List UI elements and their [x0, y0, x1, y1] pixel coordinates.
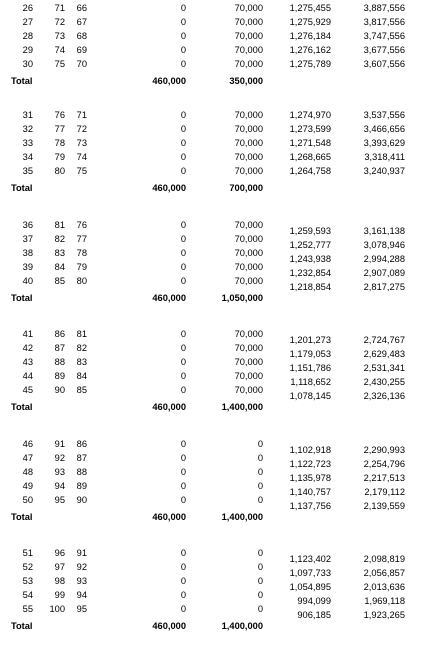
column-c-cell: 1,274,970: [289, 110, 331, 120]
column-a-cell: 0: [180, 59, 186, 69]
age-primary-cell: 78: [54, 138, 65, 148]
column-d-cell: 2,326,136: [363, 391, 405, 401]
age-primary-cell: 95: [54, 495, 65, 505]
age-primary-cell: 92: [54, 453, 65, 463]
age-secondary-cell: 90: [76, 495, 87, 505]
column-b-cell: 0: [257, 576, 263, 586]
column-c-cell: 1,275,455: [289, 3, 331, 13]
total-column-a: 460,000: [152, 512, 186, 522]
column-a-cell: 0: [180, 576, 186, 586]
column-b-cell: 0: [257, 548, 263, 558]
age-primary-cell: 76: [54, 110, 65, 120]
total-label: Total: [11, 293, 33, 303]
year-cell: 51: [22, 548, 33, 558]
age-secondary-cell: 89: [76, 481, 87, 491]
total-column-b: 1,400,000: [221, 621, 263, 631]
column-c-cell: 1,151,786: [289, 363, 331, 373]
year-cell: 29: [22, 45, 33, 55]
total-row: [0, 293, 424, 304]
age-primary-cell: 79: [54, 152, 65, 162]
year-cell: 33: [22, 138, 33, 148]
table-row: [0, 467, 424, 483]
age-secondary-cell: 91: [76, 548, 87, 558]
column-d-cell: 2,098,819: [363, 554, 405, 564]
column-b-cell: 70,000: [234, 152, 263, 162]
table-row: [0, 453, 424, 469]
year-cell: 45: [22, 385, 33, 395]
column-a-cell: 0: [180, 276, 186, 286]
column-a-cell: 0: [180, 371, 186, 381]
table-row: [0, 45, 424, 56]
age-primary-cell: 88: [54, 357, 65, 367]
column-a-cell: 0: [180, 604, 186, 614]
total-column-a: 460,000: [152, 402, 186, 412]
table-row: [0, 439, 424, 455]
column-d-cell: 3,393,629: [363, 138, 405, 148]
total-column-a: 460,000: [152, 621, 186, 631]
year-cell: 32: [22, 124, 33, 134]
column-c-cell: 1,252,777: [289, 240, 331, 250]
age-primary-cell: 75: [54, 59, 65, 69]
age-secondary-cell: 75: [76, 166, 87, 176]
total-label: Total: [11, 402, 33, 412]
column-b-cell: 70,000: [234, 385, 263, 395]
column-b-cell: 70,000: [234, 31, 263, 41]
column-b-cell: 70,000: [234, 371, 263, 381]
age-secondary-cell: 70: [76, 59, 87, 69]
age-secondary-cell: 69: [76, 45, 87, 55]
total-column-b: 1,400,000: [221, 512, 263, 522]
age-secondary-cell: 81: [76, 329, 87, 339]
age-secondary-cell: 93: [76, 576, 87, 586]
age-secondary-cell: 86: [76, 439, 87, 449]
column-a-cell: 0: [180, 234, 186, 244]
column-a-cell: 0: [180, 562, 186, 572]
year-cell: 54: [22, 590, 33, 600]
column-d-cell: 2,013,636: [363, 582, 405, 592]
column-c-cell: 1,054,895: [289, 582, 331, 592]
column-a-cell: 0: [180, 3, 186, 13]
column-d-cell: 2,724,767: [363, 335, 405, 345]
column-c-cell: 1,118,652: [290, 377, 331, 387]
age-secondary-cell: 82: [76, 343, 87, 353]
column-a-cell: 0: [180, 31, 186, 41]
column-d-cell: 3,817,556: [363, 17, 405, 27]
column-a-cell: 0: [180, 481, 186, 491]
column-c-cell: 1,102,918: [289, 445, 331, 455]
column-c-cell: 1,122,723: [289, 459, 331, 469]
table-row: [0, 59, 424, 70]
age-primary-cell: 82: [54, 234, 65, 244]
age-primary-cell: 74: [54, 45, 65, 55]
age-primary-cell: 89: [54, 371, 65, 381]
age-secondary-cell: 85: [76, 385, 87, 395]
column-b-cell: 70,000: [234, 124, 263, 134]
age-primary-cell: 73: [54, 31, 65, 41]
age-primary-cell: 90: [54, 385, 65, 395]
column-a-cell: 0: [180, 262, 186, 272]
age-secondary-cell: 72: [76, 124, 87, 134]
age-secondary-cell: 84: [76, 371, 87, 381]
column-a-cell: 0: [180, 548, 186, 558]
year-cell: 42: [22, 343, 33, 353]
total-column-b: 350,000: [229, 76, 263, 86]
age-primary-cell: 96: [54, 548, 65, 558]
total-label: Total: [11, 183, 33, 193]
year-cell: 52: [22, 562, 33, 572]
column-a-cell: 0: [180, 220, 186, 230]
column-c-cell: 1,275,929: [289, 17, 331, 27]
total-column-b: 1,050,000: [221, 293, 263, 303]
total-row: [0, 621, 424, 632]
column-c-cell: 1,135,978: [289, 473, 331, 483]
age-primary-cell: 97: [54, 562, 65, 572]
column-a-cell: 0: [180, 124, 186, 134]
column-c-cell: 1,268,665: [289, 152, 331, 162]
table-row: [0, 562, 424, 578]
table-row: [0, 166, 424, 177]
column-b-cell: 70,000: [234, 3, 263, 13]
age-secondary-cell: 67: [76, 17, 87, 27]
age-primary-cell: 87: [54, 343, 65, 353]
table-row: [0, 152, 424, 163]
age-secondary-cell: 80: [76, 276, 87, 286]
total-column-b: 1,400,000: [221, 402, 263, 412]
total-label: Total: [11, 621, 33, 631]
age-secondary-cell: 79: [76, 262, 87, 272]
column-d-cell: 3,466,656: [363, 124, 405, 134]
column-b-cell: 70,000: [234, 343, 263, 353]
year-cell: 43: [22, 357, 33, 367]
total-column-a: 460,000: [152, 76, 186, 86]
column-b-cell: 0: [257, 481, 263, 491]
column-b-cell: 70,000: [234, 45, 263, 55]
age-primary-cell: 86: [54, 329, 65, 339]
column-c-cell: 1,276,184: [289, 31, 331, 41]
table-row: [0, 604, 424, 620]
column-a-cell: 0: [180, 45, 186, 55]
age-primary-cell: 83: [54, 248, 65, 258]
table-row: [0, 110, 424, 121]
age-primary-cell: 94: [54, 481, 65, 491]
age-secondary-cell: 92: [76, 562, 87, 572]
total-label: Total: [11, 76, 33, 86]
column-d-cell: 2,629,483: [363, 349, 405, 359]
column-a-cell: 0: [180, 110, 186, 120]
column-c-cell: 1,201,273: [289, 335, 331, 345]
table-row: [0, 17, 424, 28]
age-primary-cell: 71: [54, 3, 65, 13]
age-secondary-cell: 78: [76, 248, 87, 258]
column-d-cell: 2,056,857: [363, 568, 405, 578]
column-d-cell: 3,318,411: [364, 152, 405, 162]
column-b-cell: 0: [257, 453, 263, 463]
total-label: Total: [11, 512, 33, 522]
column-d-cell: 3,677,556: [363, 45, 405, 55]
column-d-cell: 2,179,112: [364, 487, 405, 497]
column-d-cell: 3,537,556: [363, 110, 405, 120]
column-c-cell: 994,099: [297, 596, 331, 606]
year-cell: 28: [22, 31, 33, 41]
year-cell: 37: [22, 234, 33, 244]
year-cell: 53: [22, 576, 33, 586]
column-a-cell: 0: [180, 17, 186, 27]
column-d-cell: 3,887,556: [363, 3, 405, 13]
age-secondary-cell: 95: [76, 604, 87, 614]
column-d-cell: 2,139,559: [363, 501, 405, 511]
column-d-cell: 3,607,556: [363, 59, 405, 69]
column-b-cell: 70,000: [234, 59, 263, 69]
column-a-cell: 0: [180, 152, 186, 162]
column-c-cell: 1,179,053: [289, 349, 331, 359]
table-row: [0, 124, 424, 135]
column-a-cell: 0: [180, 329, 186, 339]
column-b-cell: 70,000: [234, 248, 263, 258]
column-d-cell: 3,747,556: [363, 31, 405, 41]
year-cell: 55: [22, 604, 33, 614]
age-secondary-cell: 88: [76, 467, 87, 477]
year-cell: 49: [22, 481, 33, 491]
age-primary-cell: 77: [54, 124, 65, 134]
column-b-cell: 70,000: [234, 138, 263, 148]
age-secondary-cell: 71: [76, 110, 87, 120]
table-row: [0, 590, 424, 606]
total-row: [0, 76, 424, 87]
column-d-cell: 1,969,118: [364, 596, 405, 606]
year-cell: 48: [22, 467, 33, 477]
column-a-cell: 0: [180, 343, 186, 353]
table-row: [0, 548, 424, 564]
age-secondary-cell: 83: [76, 357, 87, 367]
column-a-cell: 0: [180, 439, 186, 449]
table-row: [0, 481, 424, 497]
year-cell: 47: [22, 453, 33, 463]
table-row: [0, 234, 424, 250]
column-c-cell: 1,218,854: [289, 282, 331, 292]
total-row: [0, 512, 424, 523]
total-column-b: 700,000: [229, 183, 263, 193]
column-c-cell: 1,140,757: [289, 487, 331, 497]
age-primary-cell: 91: [54, 439, 65, 449]
age-secondary-cell: 77: [76, 234, 87, 244]
year-cell: 27: [22, 17, 33, 27]
year-cell: 44: [22, 371, 33, 381]
year-cell: 35: [22, 166, 33, 176]
total-column-a: 460,000: [152, 293, 186, 303]
column-d-cell: 2,817,275: [363, 282, 405, 292]
column-b-cell: 70,000: [234, 166, 263, 176]
column-a-cell: 0: [180, 166, 186, 176]
column-b-cell: 0: [257, 590, 263, 600]
table-row: [0, 385, 424, 401]
column-d-cell: 2,254,796: [363, 459, 405, 469]
column-d-cell: 2,994,288: [363, 254, 405, 264]
age-secondary-cell: 76: [76, 220, 87, 230]
table-row: [0, 262, 424, 278]
total-column-a: 460,000: [152, 183, 186, 193]
table-row: [0, 276, 424, 292]
column-a-cell: 0: [180, 590, 186, 600]
age-primary-cell: 93: [54, 467, 65, 477]
column-d-cell: 1,923,265: [363, 610, 405, 620]
column-c-cell: 1,264,758: [289, 166, 331, 176]
column-a-cell: 0: [180, 357, 186, 367]
column-b-cell: 0: [257, 495, 263, 505]
table-row: [0, 495, 424, 511]
year-cell: 46: [22, 439, 33, 449]
column-c-cell: 1,137,756: [289, 501, 331, 511]
year-cell: 36: [22, 220, 33, 230]
column-b-cell: 70,000: [234, 329, 263, 339]
year-cell: 30: [22, 59, 33, 69]
age-secondary-cell: 74: [76, 152, 87, 162]
column-d-cell: 3,161,138: [363, 226, 405, 236]
column-a-cell: 0: [180, 248, 186, 258]
column-b-cell: 0: [257, 562, 263, 572]
column-b-cell: 0: [257, 439, 263, 449]
column-c-cell: 1,123,402: [289, 554, 331, 564]
age-primary-cell: 100: [49, 604, 65, 614]
age-secondary-cell: 73: [76, 138, 87, 148]
column-b-cell: 70,000: [234, 357, 263, 367]
column-b-cell: 70,000: [234, 276, 263, 286]
column-b-cell: 0: [257, 467, 263, 477]
age-secondary-cell: 68: [76, 31, 87, 41]
year-cell: 31: [22, 110, 33, 120]
age-secondary-cell: 87: [76, 453, 87, 463]
total-row: [0, 183, 424, 194]
column-c-cell: 1,273,599: [289, 124, 331, 134]
table-row: [0, 343, 424, 359]
column-d-cell: 3,078,946: [363, 240, 405, 250]
year-cell: 38: [22, 248, 33, 258]
age-primary-cell: 85: [54, 276, 65, 286]
year-cell: 26: [22, 3, 33, 13]
age-secondary-cell: 94: [76, 590, 87, 600]
column-d-cell: 2,290,993: [363, 445, 405, 455]
column-b-cell: 70,000: [234, 220, 263, 230]
total-row: [0, 402, 424, 413]
column-c-cell: 1,275,789: [289, 59, 331, 69]
table-row: [0, 220, 424, 236]
column-a-cell: 0: [180, 385, 186, 395]
year-cell: 34: [22, 152, 33, 162]
table-row: [0, 371, 424, 387]
column-d-cell: 2,907,089: [363, 268, 405, 278]
column-c-cell: 1,271,548: [289, 138, 331, 148]
table-row: [0, 31, 424, 42]
column-d-cell: 2,217,513: [363, 473, 405, 483]
table-row: [0, 357, 424, 373]
column-b-cell: 70,000: [234, 17, 263, 27]
column-c-cell: 1,078,145: [289, 391, 331, 401]
age-primary-cell: 84: [54, 262, 65, 272]
column-a-cell: 0: [180, 453, 186, 463]
column-d-cell: 2,531,341: [363, 363, 405, 373]
table-row: [0, 3, 424, 14]
column-c-cell: 1,243,938: [289, 254, 331, 264]
table-row: [0, 576, 424, 592]
column-a-cell: 0: [180, 138, 186, 148]
year-cell: 40: [22, 276, 33, 286]
column-c-cell: 1,097,733: [289, 568, 331, 578]
column-c-cell: 1,259,593: [289, 226, 331, 236]
column-b-cell: 70,000: [234, 262, 263, 272]
column-c-cell: 906,185: [297, 610, 331, 620]
age-secondary-cell: 66: [76, 3, 87, 13]
table-row: [0, 138, 424, 149]
table-row: [0, 248, 424, 264]
column-b-cell: 70,000: [234, 234, 263, 244]
column-c-cell: 1,232,854: [289, 268, 331, 278]
column-b-cell: 0: [257, 604, 263, 614]
age-primary-cell: 81: [54, 220, 65, 230]
age-primary-cell: 99: [54, 590, 65, 600]
column-b-cell: 70,000: [234, 110, 263, 120]
year-cell: 39: [22, 262, 33, 272]
table-row: [0, 329, 424, 345]
column-a-cell: 0: [180, 495, 186, 505]
age-primary-cell: 72: [54, 17, 65, 27]
year-cell: 41: [22, 329, 33, 339]
year-cell: 50: [22, 495, 33, 505]
age-primary-cell: 98: [54, 576, 65, 586]
age-primary-cell: 80: [54, 166, 65, 176]
column-c-cell: 1,276,162: [289, 45, 331, 55]
column-d-cell: 2,430,255: [363, 377, 405, 387]
column-d-cell: 3,240,937: [363, 166, 405, 176]
column-a-cell: 0: [180, 467, 186, 477]
